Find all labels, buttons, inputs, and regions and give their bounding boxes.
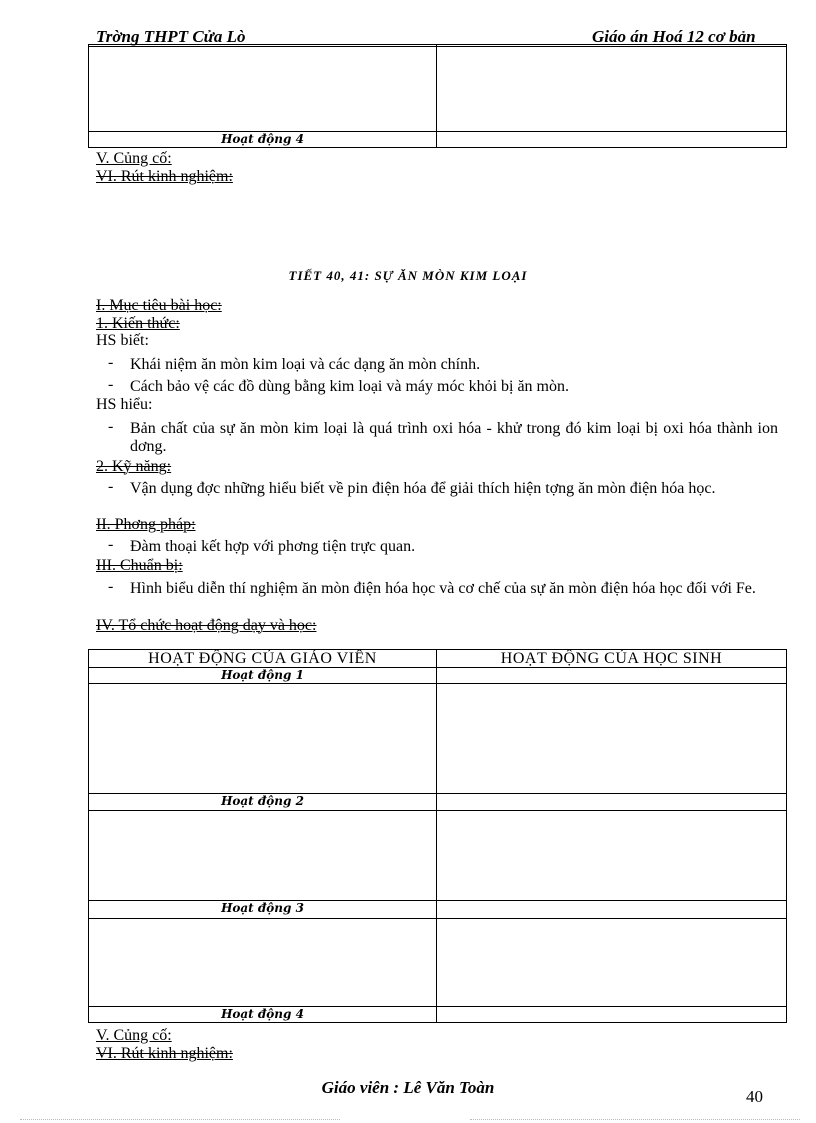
- teacher-cell: [89, 811, 437, 901]
- table-row: [89, 684, 787, 794]
- teacher-column-header: HOẠT ĐỘNG CỦA GIÁO VIÊN: [89, 650, 437, 668]
- dash-bullet: -: [108, 536, 114, 553]
- student-cell: [437, 794, 787, 811]
- knowledge-heading: 1. Kiến thức:: [96, 315, 180, 332]
- page-number: 40: [746, 1087, 763, 1106]
- lesson-title: TIẾT 40, 41: SỰ ĂN MÒN KIM LOẠI: [288, 268, 528, 283]
- student-cell: [437, 132, 787, 148]
- footer-divider: [20, 1119, 340, 1120]
- header-school: Trờng THPT Cửa Lò: [96, 27, 246, 46]
- list-item: Bản chất của sự ăn mòn kim loại là quá trình oxi hóa - khử trong đó kim loại bị oxi hóa thành ion dơng.: [130, 420, 778, 455]
- student-column-header: HOẠT ĐỘNG CỦA HỌC SINH: [437, 650, 787, 668]
- consolidation-heading: V. Củng cố:: [96, 150, 172, 167]
- footer-teacher: Giáo viên : Lê Văn Toàn: [321, 1078, 495, 1097]
- teacher-cell: [89, 684, 437, 794]
- hs-understand-label: HS hiểu:: [96, 396, 153, 413]
- header-subject: Giáo án Hoá 12 cơ bản: [592, 27, 756, 46]
- student-cell: [437, 919, 787, 1007]
- footer-divider: [470, 1119, 800, 1120]
- list-item: Cách bảo vệ các đồ dùng bằng kim loại và máy móc khỏi bị ăn mòn.: [130, 378, 569, 395]
- table-row: [89, 668, 787, 684]
- lessons-learned-heading: VI. Rút kinh nghiệm:: [96, 168, 233, 185]
- table-row: [89, 811, 787, 901]
- teacher-cell: [89, 45, 437, 132]
- skills-heading: 2. Kỹ năng:: [96, 458, 172, 475]
- teacher-cell: [89, 919, 437, 1007]
- student-cell: [437, 1007, 787, 1023]
- table-header-row: [89, 650, 787, 668]
- activity-label: Hoạt động 4: [89, 1007, 437, 1023]
- table-row: [89, 919, 787, 1007]
- student-cell: [437, 668, 787, 684]
- closing-lessons-learned-heading: VI. Rút kinh nghiệm:: [96, 1045, 233, 1062]
- student-cell: [437, 45, 787, 132]
- prep-heading: III. Chuẩn bị:: [96, 557, 183, 574]
- objectives-heading: I. Mục tiêu bài học:: [96, 297, 222, 314]
- dash-bullet: -: [108, 418, 114, 435]
- list-item: Khái niệm ăn mòn kim loại và các dạng ăn mòn chính.: [130, 356, 481, 373]
- list-item: Hình biểu diễn thí nghiệm ăn mòn điện hóa học và cơ chế của sự ăn mòn điện hóa học đối với Fe.: [130, 580, 756, 597]
- activity-label: Hoạt động 3: [89, 901, 437, 919]
- table-row: [89, 45, 787, 132]
- top-continuation-table: [88, 44, 787, 148]
- list-item: Vận dụng đợc những hiểu biết về pin điện hóa để giải thích hiện tợng ăn mòn điện hóa học.: [130, 480, 716, 497]
- dash-bullet: -: [108, 578, 114, 595]
- hs-know-label: HS biết:: [96, 332, 149, 349]
- dash-bullet: -: [108, 478, 114, 495]
- student-cell: [437, 684, 787, 794]
- organize-heading: IV. Tổ chức hoạt động dạy và học:: [96, 617, 317, 634]
- closing-consolidation-heading: V. Củng cố:: [96, 1027, 172, 1044]
- activity-table: [88, 649, 787, 1023]
- table-row: [89, 1007, 787, 1023]
- table-row: [89, 132, 787, 148]
- activity-label: Hoạt động 1: [89, 668, 437, 684]
- method-heading: II. Phơng pháp:: [96, 516, 196, 533]
- dash-bullet: -: [108, 376, 114, 393]
- table-row: [89, 794, 787, 811]
- activity-label: Hoạt động 2: [89, 794, 437, 811]
- student-cell: [437, 901, 787, 919]
- student-cell: [437, 811, 787, 901]
- table-row: [89, 901, 787, 919]
- activity-label: Hoạt động 4: [89, 132, 437, 148]
- list-item: Đàm thoại kết hợp với phơng tiện trực quan.: [130, 538, 416, 555]
- dash-bullet: -: [108, 354, 114, 371]
